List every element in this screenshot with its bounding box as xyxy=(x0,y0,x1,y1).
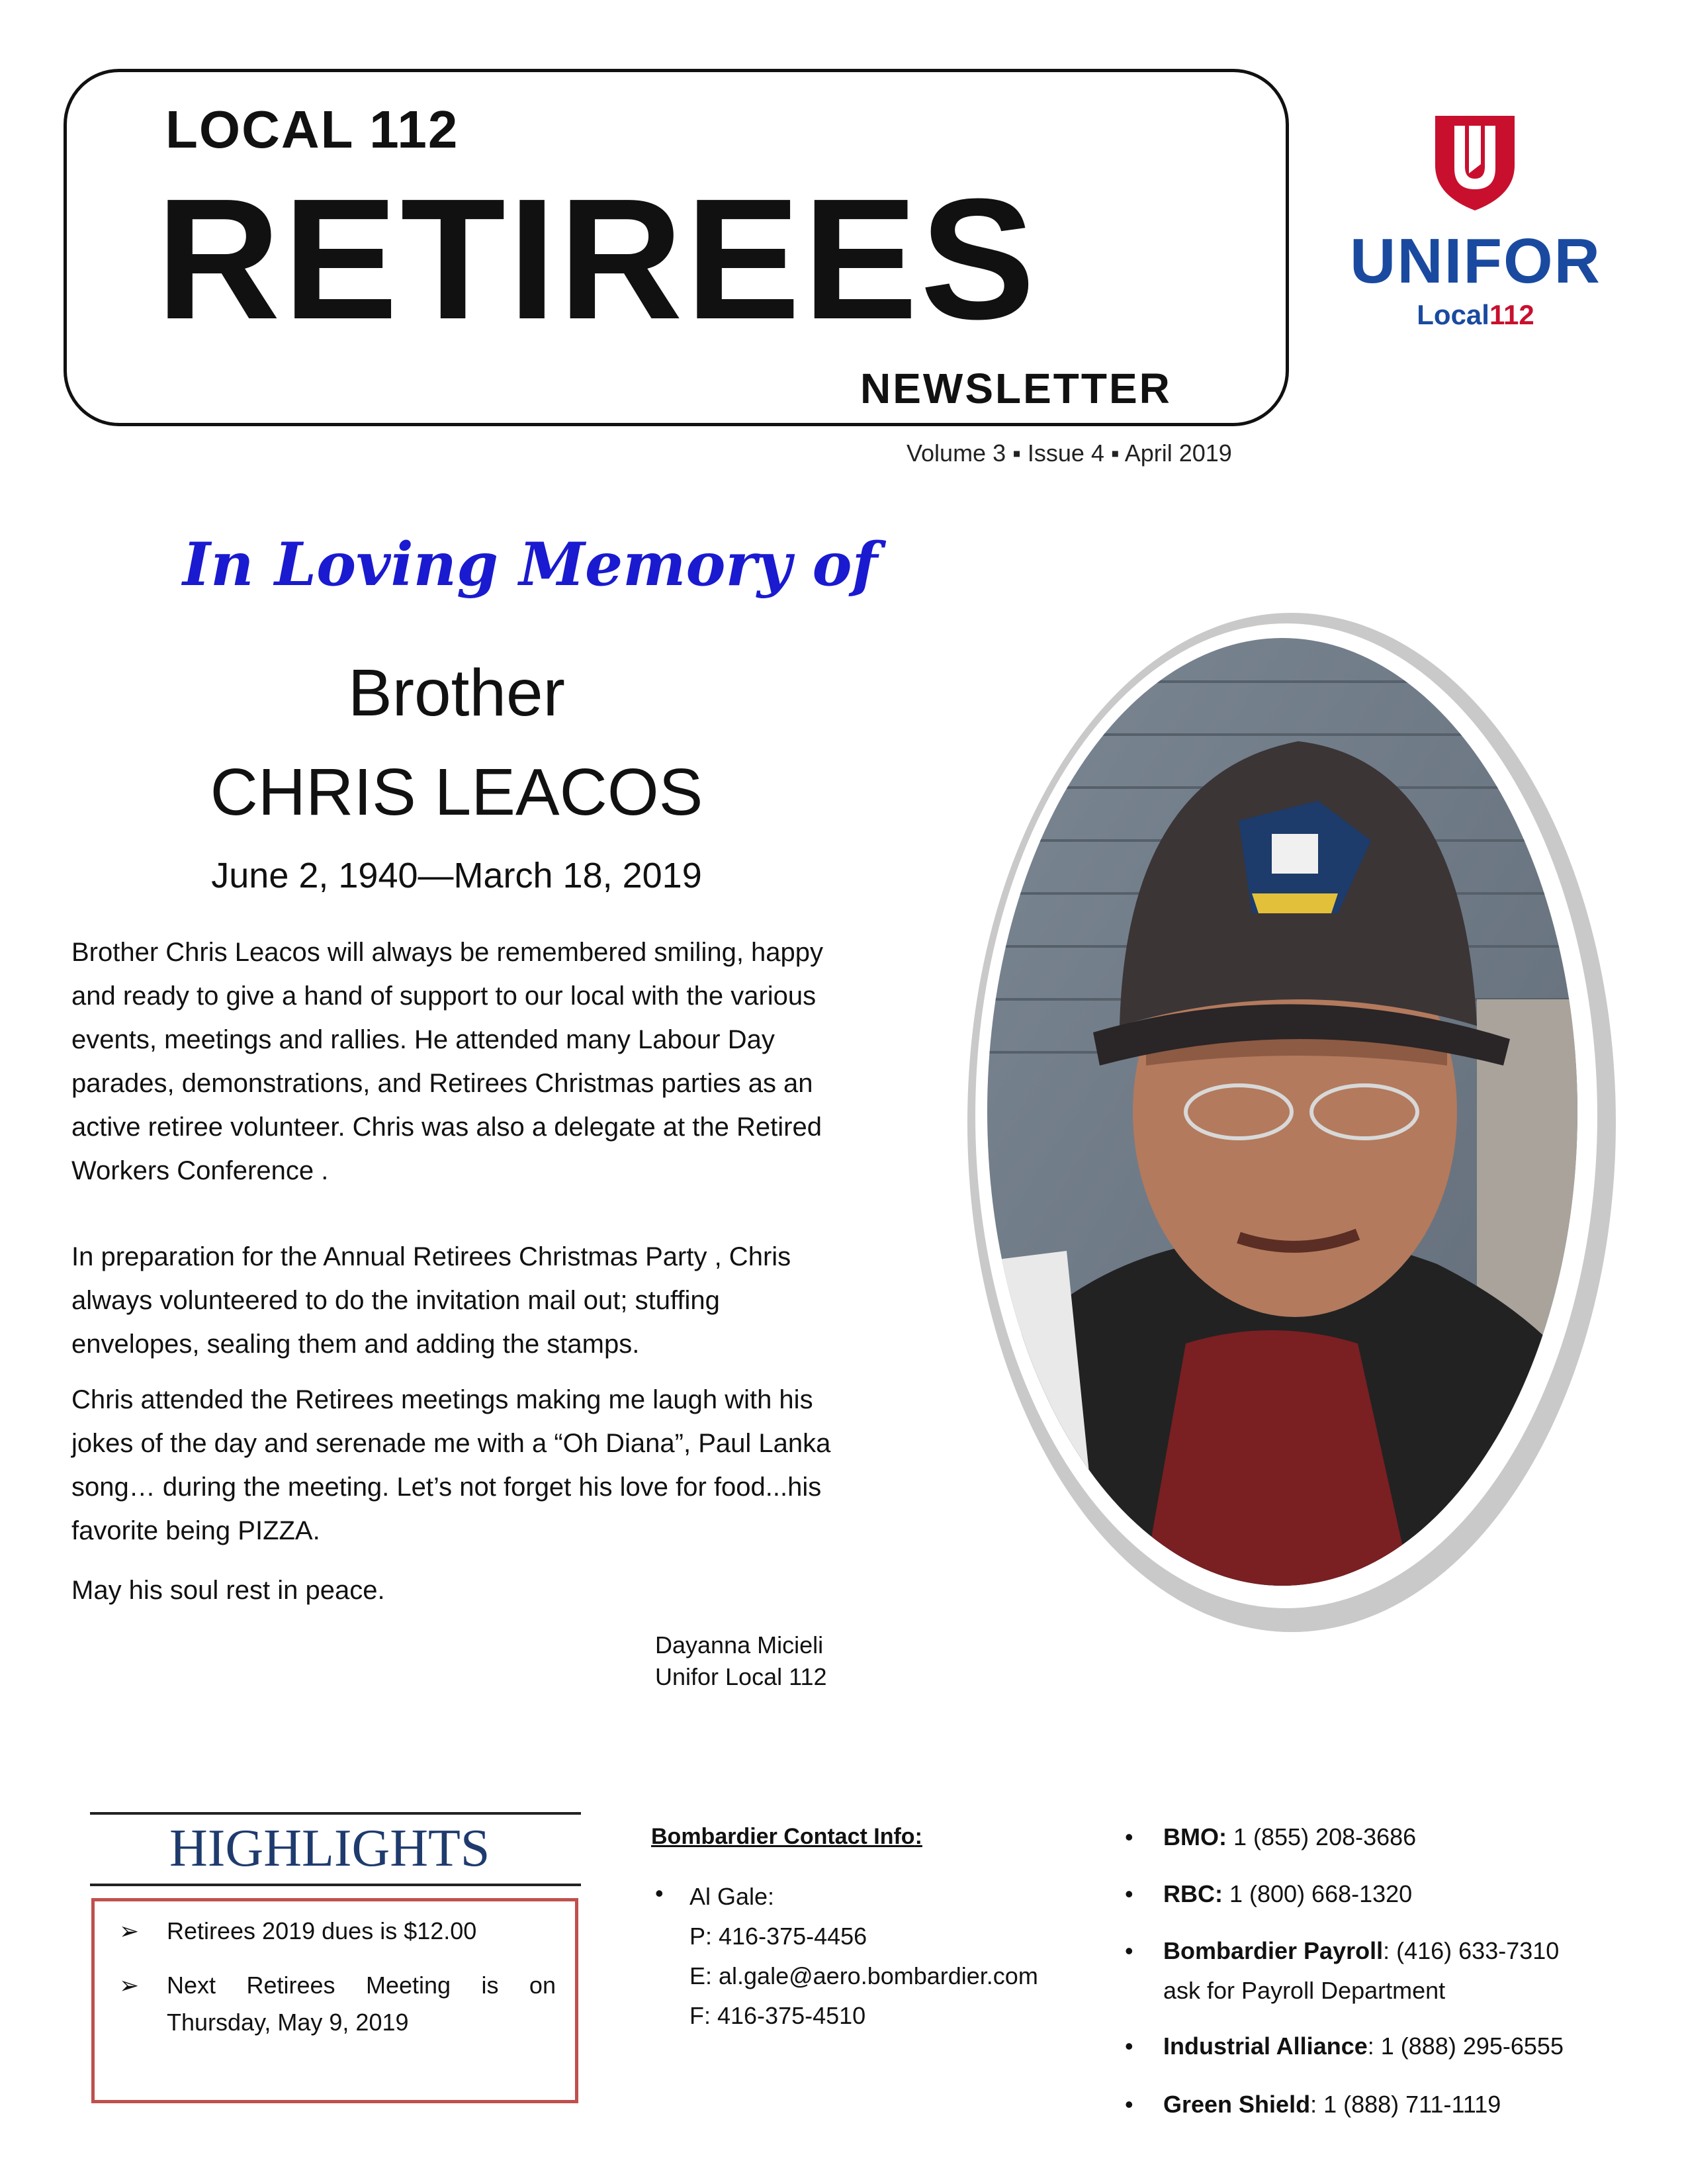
arrow-bullet-icon: ➢ xyxy=(119,1917,140,1944)
unifor-logo-local: Local112 xyxy=(1417,299,1534,330)
masthead-subtitle: NEWSLETTER xyxy=(860,365,1172,412)
highlight-item: ➢ Retirees 2019 dues is $12.00 xyxy=(119,1913,556,1950)
highlights-title: HIGHLIGHTS xyxy=(169,1819,490,1878)
phone-entry: • BMO: 1 (855) 208-3686 xyxy=(1125,1817,1416,1857)
bullet-icon: • xyxy=(1125,1880,1133,1907)
memorial-dates: June 2, 1940—March 18, 2019 xyxy=(211,856,702,895)
signature-org: Unifor Local 112 xyxy=(655,1663,827,1690)
bullet-icon: • xyxy=(1125,2091,1133,2118)
phone-entry: • Green Shield: 1 (888) 711-1119 xyxy=(1125,2085,1501,2124)
unifor-shield-icon xyxy=(1432,113,1518,212)
contact-details xyxy=(689,1877,1038,2036)
arrow-bullet-icon: ➢ xyxy=(119,1972,140,1999)
phone-entry: • Bombardier Payroll: (416) 633-7310 ask for Payroll Department xyxy=(1125,1931,1559,2011)
memorial-paragraph-1: Brother Chris Leacos will always be remembered smiling, happy and ready to give a hand of support to our local with the various events, meetings and rallies. He attended many Labour Day parades, demonstrations, and Retirees Christmas parties as an active retiree volunteer. Chris was also a delegate at the Retired Workers Conference . xyxy=(71,938,824,1185)
bullet-icon: • xyxy=(1125,2032,1133,2060)
contact-name: Al Gale: xyxy=(689,1883,775,1910)
bullet-icon: • xyxy=(655,1880,664,1907)
highlights-top-rule xyxy=(90,1812,581,1815)
memorial-name: CHRIS LEACOS xyxy=(210,755,703,829)
issue-info: Volume 3 ▪ Issue 4 ▪ April 2019 xyxy=(907,439,1232,467)
masthead-title: RETIREES xyxy=(156,163,1038,355)
highlight-item: ➢ Next Retirees Meeting is on Thursday, May 9, 2019 xyxy=(119,1967,556,2041)
memorial-heading: In Loving Memory of xyxy=(183,529,878,600)
memorial-brother: Brother xyxy=(348,656,565,730)
bullet-icon: • xyxy=(1125,1937,1133,1964)
bullet-icon: • xyxy=(1125,1823,1133,1850)
unifor-logo-text: UNIFOR xyxy=(1350,226,1601,296)
contact-title: Bombardier Contact Info: xyxy=(651,1824,922,1849)
highlights-bottom-rule xyxy=(90,1884,581,1886)
memorial-paragraph-2: In preparation for the Annual Retirees Christmas Party , Chris always volunteered to do the invitation mail out; stuffing envelopes, sealing them and adding the stamps. xyxy=(71,1242,791,1359)
phone-entry: • RBC: 1 (800) 668-1320 xyxy=(1125,1874,1412,1914)
phone-entry: • Industrial Alliance: 1 (888) 295-6555 xyxy=(1125,2026,1564,2066)
memorial-photo xyxy=(961,602,1624,1643)
contact-fax: F: 416-375-4510 xyxy=(689,2002,866,2029)
contact-email: E: al.gale@aero.bombardier.com xyxy=(689,1962,1038,1989)
memorial-paragraph-4: May his soul rest in peace. xyxy=(71,1576,385,1605)
contact-phone: P: 416-375-4456 xyxy=(689,1923,867,1950)
signature-name: Dayanna Micieli xyxy=(655,1631,824,1659)
masthead-local: LOCAL 112 xyxy=(165,100,459,159)
memorial-paragraph-3: Chris attended the Retirees meetings making me laugh with his jokes of the day and serenade me with a “Oh Diana”, Paul Lanka song… during the meeting. Let’s not forget his love for food...his favorite being PIZZA. xyxy=(71,1385,831,1545)
